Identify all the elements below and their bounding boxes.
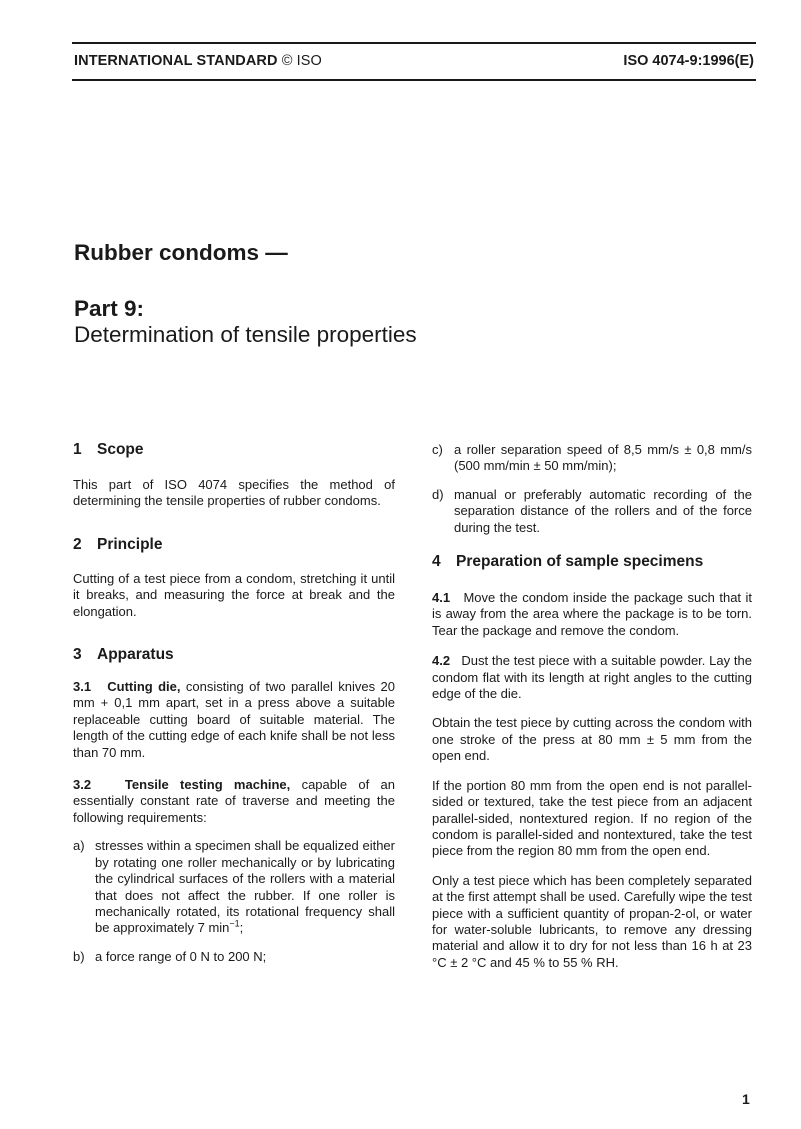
section-heading-preparation [432,553,752,571]
section-title: Preparation of sample specimens [456,553,704,571]
list-text: a roller separation speed of 8,5 mm/s ± 0,8 mm/s (500 mm/min ± 50 mm/min); [454,442,752,474]
page-number: 1 [742,1091,750,1107]
subclause-term: Cutting die, [107,679,181,695]
section-heading-apparatus [73,646,395,664]
document-subtitle: Determination of tensile properties [74,322,417,347]
subclause-3-2 [73,777,395,826]
header-standard-text: INTERNATIONAL STANDARD [74,53,278,69]
list-text: a force range of 0 N to 200 N; [95,948,267,964]
subclause-4-2 [432,653,752,702]
document-title: Rubber condoms — [74,240,288,265]
section-heading-principle [73,536,395,554]
subclause-number: 4.2 [432,653,451,669]
document-part: Part 9: [74,296,145,321]
subclause-text: consisting of two parallel knives 20 mm + 0,1 mm apart, set in a press above a suitable replaceable cutting board of suitable material. The length of the cutting edge of each knife shall be not less than 70 mm. [73,679,395,760]
section-title: Scope [97,441,144,458]
subclause-term: Tensile testing machine, [124,777,291,793]
right-column [432,442,752,971]
principle-paragraph: Cutting of a test piece from a condom, stretching it until it breaks, and measuring the force at break and the elongation. [73,570,395,619]
scope-paragraph: This part of ISO 4074 specifies the method of determining the tensile properties of rubber condoms. [73,477,395,509]
left-column [73,441,395,965]
section-heading-scope [73,441,395,459]
list-label: b) [73,948,85,964]
list-item-d [432,487,752,536]
section-number: 2 [73,535,82,553]
subclause-3-1 [73,679,395,761]
header-copyright: © ISO [281,53,322,69]
list-superscript: −1 [229,918,240,929]
subclause-number: 3.2 [73,777,92,793]
section-number: 1 [73,441,82,458]
list-label: a) [73,838,85,854]
section-number: 3 [73,646,82,664]
subclause-text: Move the condom inside the package such that it is away from the area where the package is to be torn. Tear the package and remove the condom. [432,590,752,638]
section-title: Apparatus [97,646,174,664]
subclause-4-1 [432,590,752,639]
section-title: Principle [97,535,163,553]
list-item-a [73,838,395,936]
section-number: 4 [432,553,441,571]
subclause-text: Dust the test piece with a suitable powder. Lay the condom flat with its length at right angles to the cutting edge of the die. [432,653,752,702]
header-rule-bottom [72,79,756,81]
header-document-id: ISO 4074-9:1996(E) [623,53,754,69]
list-label: c) [432,442,443,457]
list-label: d) [432,486,444,502]
subclause-number: 4.1 [432,590,451,606]
list-item-b [73,949,395,965]
preparation-paragraph-conditioning: Only a test piece which has been completely separated at the first attempt shall be used. Carefully wipe the test piece with a sufficient quantity of propan-2-ol, or water for water-soluble lubricants, to remove any dressing material and allow it to dry for not less than 16 h at 23 °C ± 2 °C and 45 % to 55 % RH. [432,872,752,970]
preparation-paragraph-region: If the portion 80 mm from the open end is not parallel-sided or textured, take the test piece from an adjacent parallel-sided, nontextured region. If no region of the condom is parallel-sided and nontextured, take the test piece from the region 80 mm from the open end. [432,777,752,859]
header-standard-label [74,53,322,69]
list-text: stresses within a specimen shall be equalized either by rotating one roller mechanically or by lubricating the cylindrical surfaces of the rollers with a material that does not affect the rubber. If one roller is mechanically rotated, its rotational frequency shall be approximately 7 min [95,838,395,936]
subclause-text: capable of an essentially constant rate of traverse and meeting the following requirements: [73,777,395,825]
list-item-c [432,442,752,475]
list-text: manual or preferably automatic recording of the separation distance of the rollers and of the force during the test. [454,486,752,535]
subclause-number: 3.1 [73,679,92,695]
preparation-paragraph-cutting: Obtain the test piece by cutting across the condom with one stroke of the press at 80 mm ± 5 mm from the open end. [432,715,752,764]
header-rule-top [72,42,756,44]
list-tail: ; [239,920,244,936]
